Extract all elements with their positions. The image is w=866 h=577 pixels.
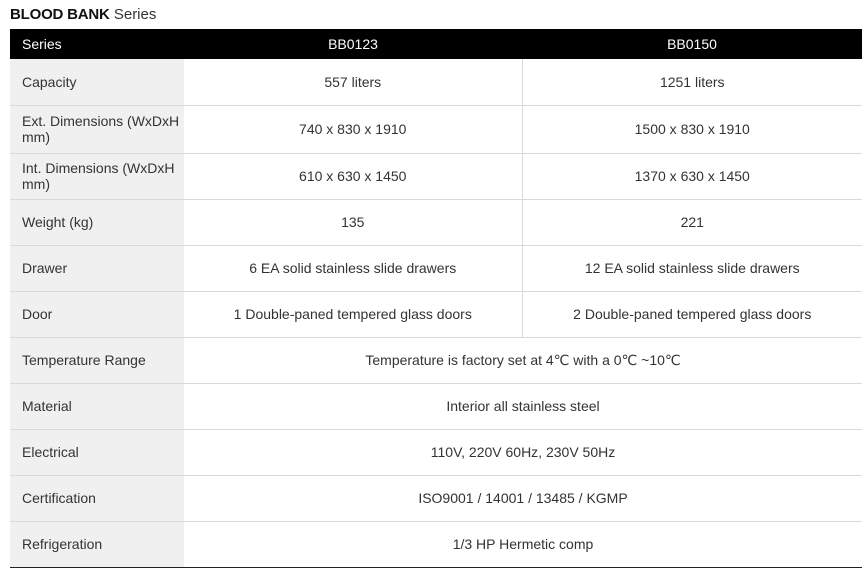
cell-value: 6 EA solid stainless slide drawers [184, 245, 522, 291]
table-row [10, 105, 862, 153]
cell-value: 2 Double-paned tempered glass doors [522, 291, 862, 337]
row-label: Int. Dimensions (WxDxH mm) [10, 153, 184, 199]
table-row [10, 429, 862, 475]
cell-value: 1251 liters [522, 59, 862, 105]
title-series-suffix: Series [113, 6, 157, 23]
row-label: Certification [10, 475, 184, 521]
header-series: Series [22, 36, 62, 52]
cell-value-merged: Interior all stainless steel [184, 383, 862, 429]
cell-value-merged: 1/3 HP Hermetic comp [184, 521, 862, 567]
cell-value-merged: Temperature is factory set at 4℃ with a 0℃ ~10℃ [184, 337, 862, 383]
cell-value: 740 x 830 x 1910 [184, 105, 522, 153]
cell-value: 1370 x 630 x 1450 [522, 153, 862, 199]
row-label: Electrical [10, 429, 184, 475]
spec-table [10, 29, 862, 568]
row-label: Capacity [10, 59, 184, 105]
cell-value: 1500 x 830 x 1910 [522, 105, 862, 153]
table-row [10, 291, 862, 337]
table-row [10, 475, 862, 521]
page-title [10, 5, 156, 25]
title-series-name: BLOOD BANK [10, 6, 110, 23]
header-model-1: BB0123 [328, 36, 378, 52]
header-model-2: BB0150 [667, 36, 717, 52]
row-label: Material [10, 383, 184, 429]
row-label: Weight (kg) [10, 199, 184, 245]
cell-value: 12 EA solid stainless slide drawers [522, 245, 862, 291]
table-header-row [10, 29, 862, 59]
row-label: Ext. Dimensions (WxDxH mm) [10, 105, 184, 153]
cell-value: 610 x 630 x 1450 [184, 153, 522, 199]
table-row [10, 337, 862, 383]
cell-value-merged: 110V, 220V 60Hz, 230V 50Hz [184, 429, 862, 475]
table-row [10, 245, 862, 291]
table-row [10, 59, 862, 105]
table-row [10, 521, 862, 567]
table-row [10, 153, 862, 199]
cell-value: 135 [184, 199, 522, 245]
cell-value-merged: ISO9001 / 14001 / 13485 / KGMP [184, 475, 862, 521]
row-label: Door [10, 291, 184, 337]
cell-value: 1 Double-paned tempered glass doors [184, 291, 522, 337]
table-row [10, 199, 862, 245]
row-label: Drawer [10, 245, 184, 291]
row-label: Temperature Range [10, 337, 184, 383]
row-label: Refrigeration [10, 521, 184, 567]
table-row [10, 383, 862, 429]
cell-value: 557 liters [184, 59, 522, 105]
cell-value: 221 [522, 199, 862, 245]
